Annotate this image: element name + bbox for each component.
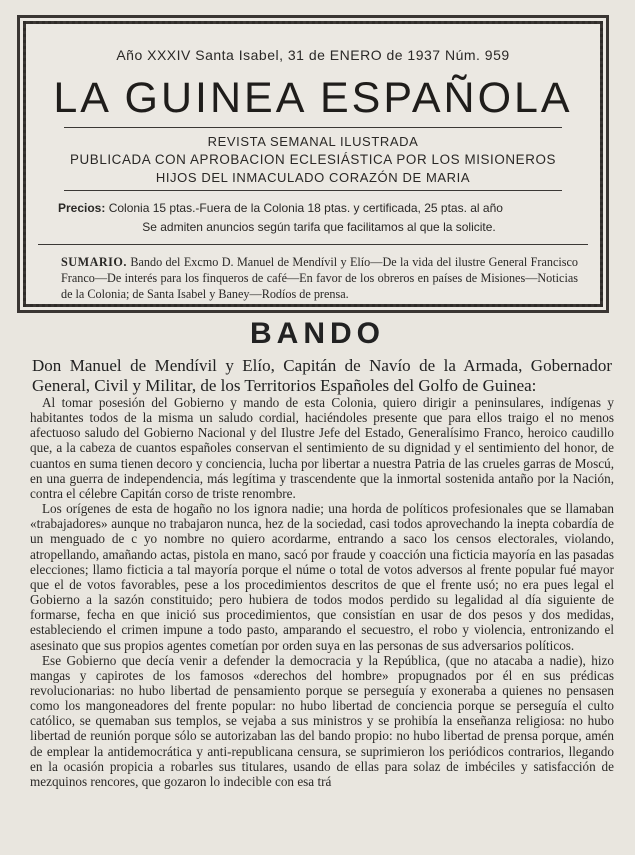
paragraph-2: Los orígenes de esta de hogaño no los ignora nadie; una horda de políticos profesionales que se llamaban «trabajadores» aunque no trabajaron nunca, hez de la sociedad, casi todos aprovechando la inepta cobardía de un menguado de c yo nombre no quiero acordarme, entrando a saco los censos electorales, violando, atropellando, amañando actas, pistola en mano, sacó por fraude y coacción una ficticia mayoría en las pasadas elecciones; llamo ficticia a tal mayoría porque el núme o total de votos adversos al frente popular fué mayor que el de votos favorables, pese a los procedimientos descritos de que el frente usó; no era pues legal el Gobierno a la sazón constituido; pero hubiera de todos modos perdido su legalidad al día siguiente de formarse, fecha en que inició sus procedimientos, que consistían en usar de dos pesos y dos medidas, estableciendo el crimen impune a todo pasto, amparando el secuestro, el robo y violencia, entronizando el asesinato que sus propios agentes cometían por orden suya en las personas de sus adversarios políticos. bbox=[30, 501, 614, 653]
subtitle-line-3: HIJOS DEL INMACULADO CORAZÓN DE MARIA bbox=[155, 170, 471, 185]
summary-text: Bando del Excmo D. Manuel de Mendívil y Elío—De la vida del ilustre General Francisco Franco—De interés para los finqueros de café—En favor de los obreros en países de Misiones—Noticias de la Colonia; de Santa Isabel y Baney—Rodíos de prensa. bbox=[61, 255, 579, 301]
masthead bbox=[17, 15, 609, 313]
article-body bbox=[30, 395, 614, 850]
prices-rule bbox=[38, 244, 588, 245]
summary-label: SUMARIO. bbox=[61, 255, 127, 269]
newspaper-title: LA GUINEA ESPAÑOLA bbox=[53, 74, 573, 122]
article-heading: BANDO bbox=[250, 317, 385, 350]
paragraph-3: Ese Gobierno que decía venir a defender la democracia y la República, (que no atacaba a nadie), hizo mangas y capirotes de los famosos «derechos del hombre» propugnados por él en sus prédicas revolucionarias: no hubo libertad de pensamiento porque se perseguía y exoneraba a quienes no pensasen como los mangoneadores del frente popular: no hubo libertad de conciencia porque se perseguía el culto católico, se quemaban sus templos, se vejaba a sus ministros y se prohibía la enseñanza religiosa: no hubo libertad de reunión porque sólo se autorizaban las del bando propio: no hubo libertad de prensa porque, amén de emplear la antidemocrática y anti-republicana censura, se suprimieron los periódicos contrarios, llegando en la ocasión propicia a robarles sus titulares, usando de ellas para solaz de imbéciles y satisfacción de mezquinos rencores, que gozaron lo indecible con esa trá bbox=[30, 652, 614, 789]
ads-text: Se admiten anuncios según tarifa que facilitamos al que la solicite. bbox=[142, 220, 496, 234]
subtitle-line-2: PUBLICADA CON APROBACION ECLESIÁSTICA POR LOS MISIONEROS bbox=[69, 152, 557, 167]
title-rule bbox=[64, 127, 562, 128]
summary-block bbox=[61, 254, 578, 302]
prices-label: Precios: bbox=[58, 201, 106, 215]
paragraph-1: Al tomar posesión del Gobierno y mando de esta Colonia, quiero dirigir a peninsulares, indígenas y habitantes todos de la misma un saludo cordial, haciéndoles presente que para ellos traigo el no menos afectuoso saludo del Gobierno Nacional y del Ilustre Jefe del Estado, Generalísimo Franco, heroico caudillo que, a la cabeza de cuantos españoles conservan el sentimiento de su dignidad y el sentimiento del honor, de cuantos en suma tienen decoro y conciencia, lucha por libertar a nuestra Patria de las crueles garras de Moscú, en una guerra de independencia, más legítima y trascendente que la inmortal sostenida antaño por la Nación, contra el célebre Capitán corso de triste renombre. bbox=[30, 395, 614, 501]
issue-line: Año XXXIV Santa Isabel, 31 de ENERO de 1937 Núm. 959 bbox=[116, 47, 510, 63]
subtitle-rule bbox=[64, 190, 562, 191]
article-lead: Don Manuel de Mendívil y Elío, Capitán de Navío de la Armada, Gobernador General, Civil y Militar, de los Territorios Españoles del Golfo de Guinea: bbox=[32, 356, 612, 395]
prices-text: Colonia 15 ptas.-Fuera de la Colonia 18 ptas. y certificada, 25 ptas. al año bbox=[108, 201, 503, 215]
prices-block bbox=[58, 199, 580, 237]
subtitle-line-1: REVISTA SEMANAL ILUSTRADA bbox=[207, 134, 419, 149]
